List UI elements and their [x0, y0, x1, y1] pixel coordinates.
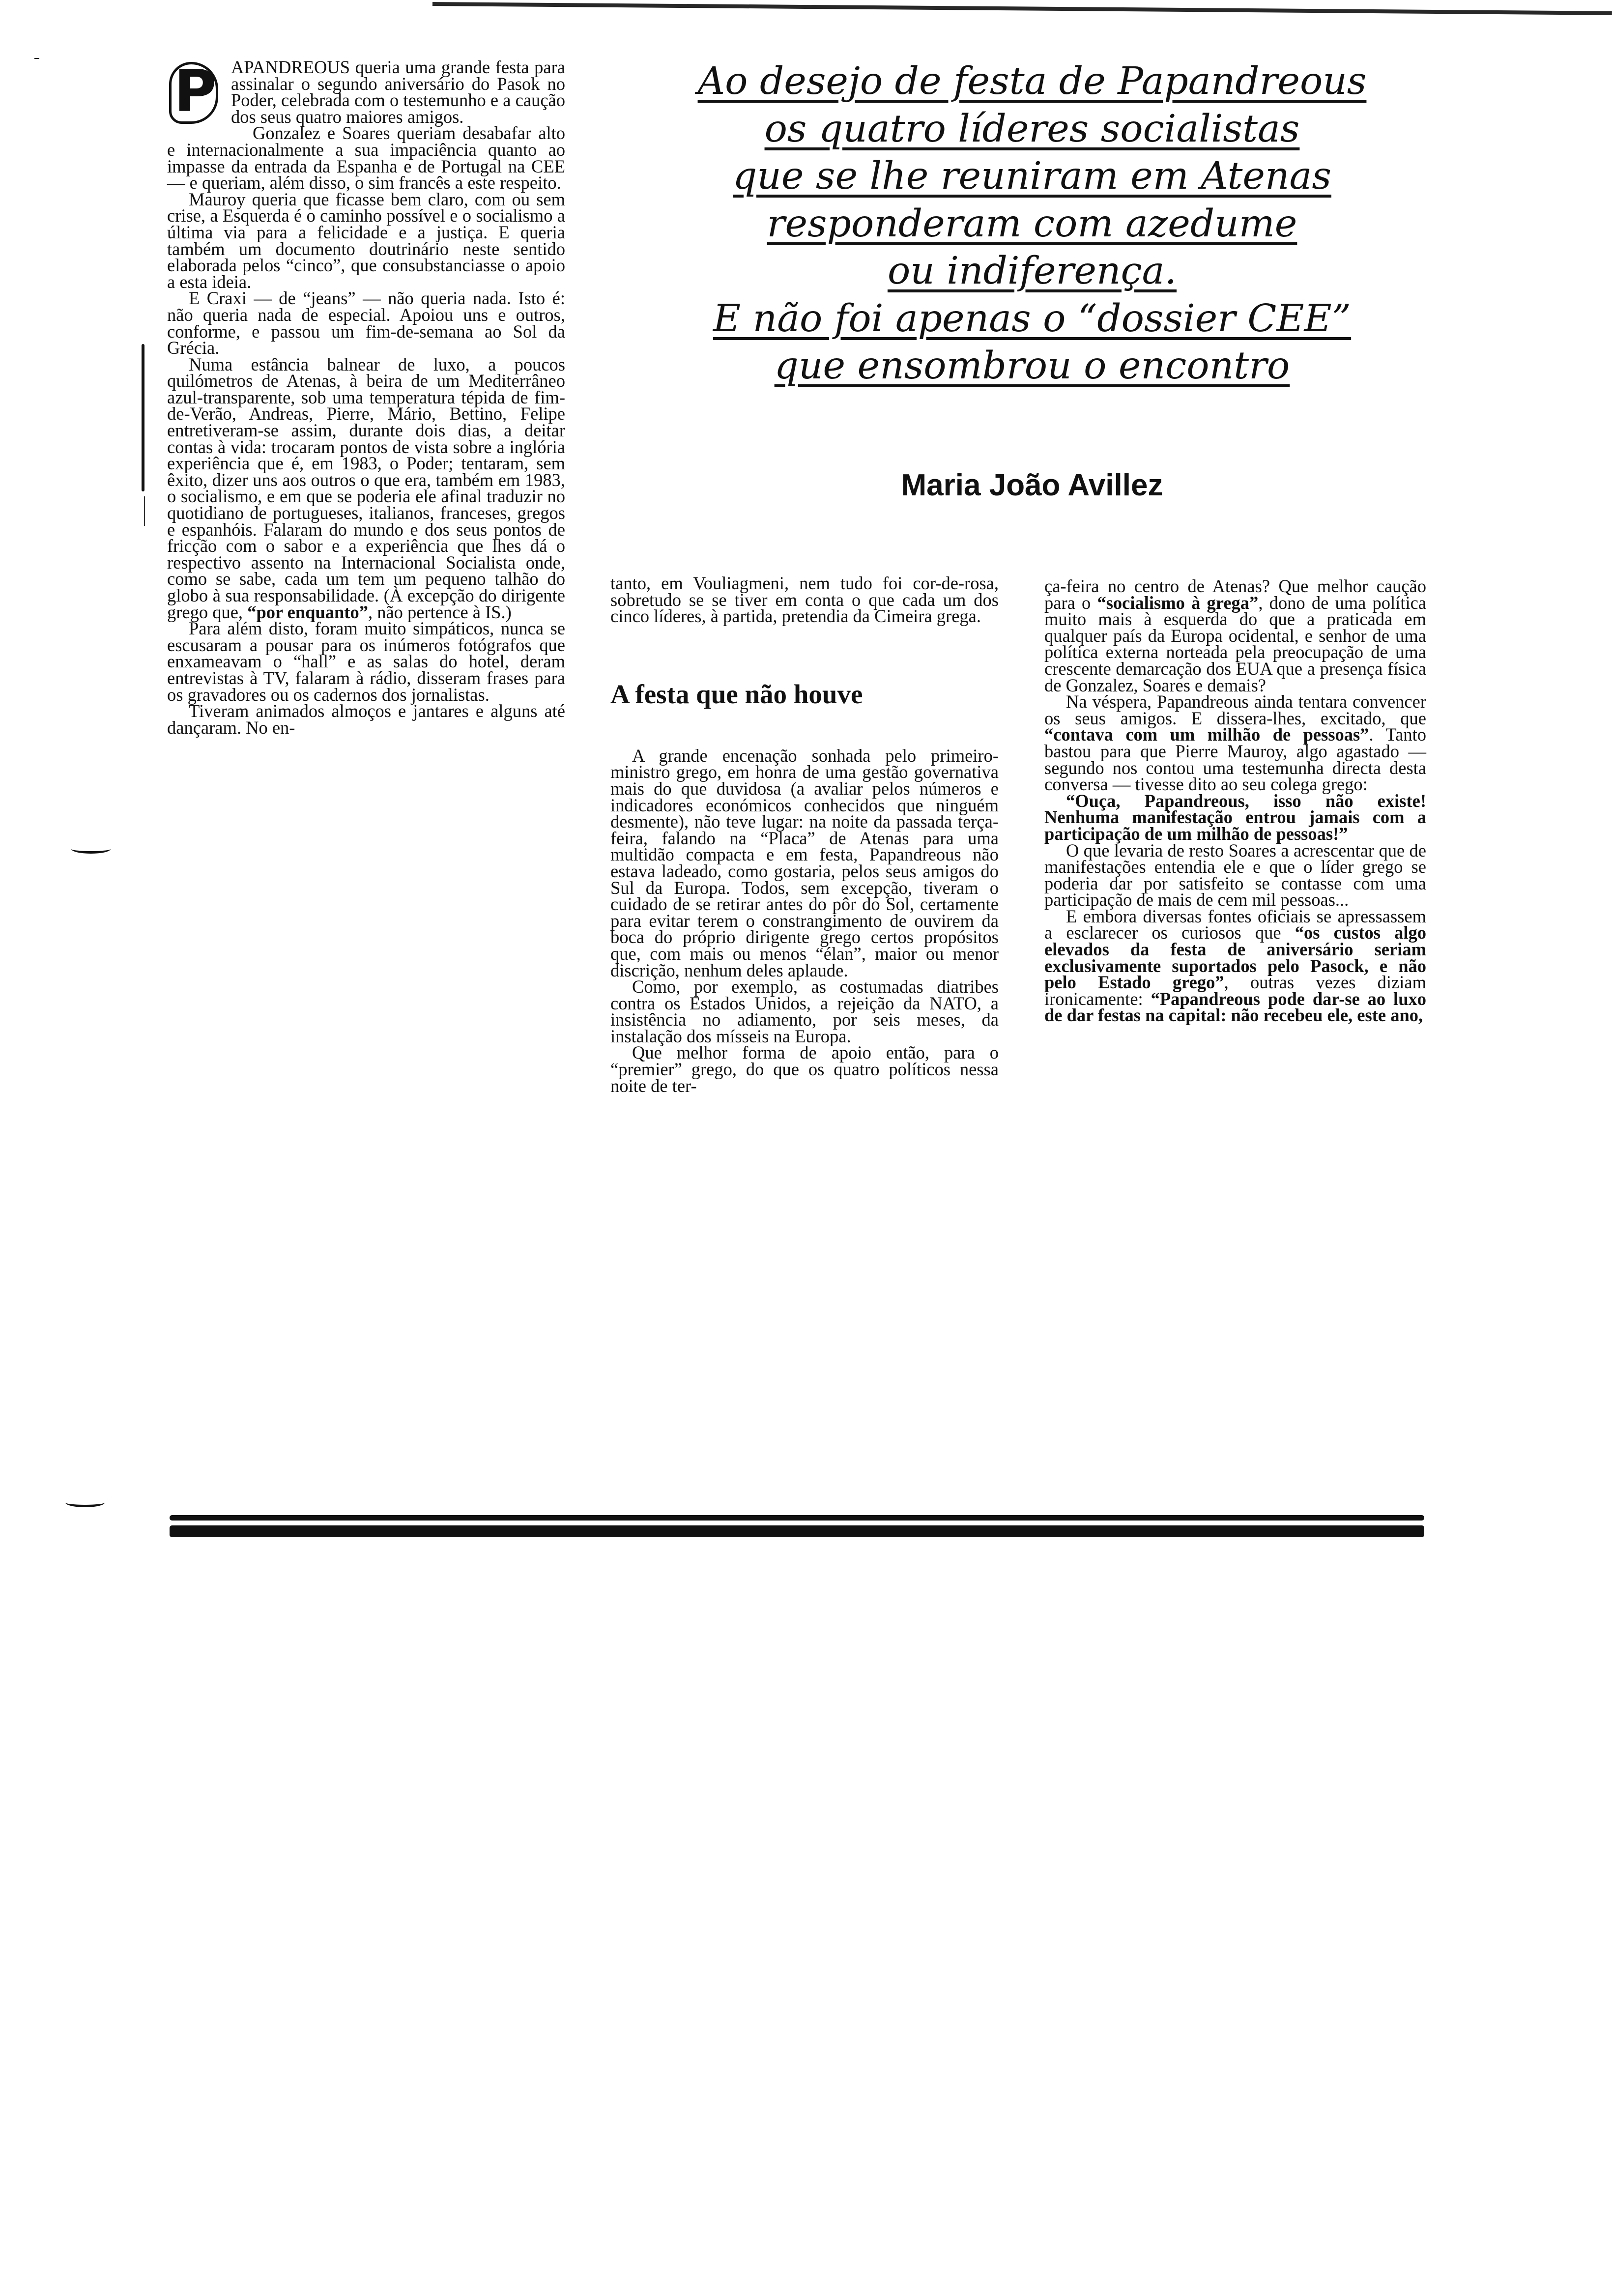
- scan-edge-line: [432, 2, 1612, 15]
- headline-line-6: E não foi apenas o “dossier CEE”: [713, 296, 1352, 341]
- paragraph: Que melhor forma de apoio então, para o “premier” grego, do que os quatro políticos nessa noite de ter-: [610, 1042, 999, 1096]
- headline-line-5: ou indiferença.: [887, 249, 1177, 293]
- paragraph: E Craxi — de “jeans” — não queria nada. Isto é: não queria nada de especial. Apoiou uns e outros, conforme, e passou um fim-de-semana ao Sol da Grécia.: [167, 288, 565, 358]
- emphasis: “Papandreous pode dar-se ao luxo de dar festas na capital: não recebeu ele, este ano,: [1044, 988, 1426, 1026]
- headline-line-1: Ao desejo de festa de Papandreous: [697, 59, 1367, 103]
- binder-hole-mark-top: [71, 844, 111, 854]
- headline-line-4: responderam com azedume: [767, 201, 1297, 246]
- paragraph-lead: P APANDREOUS queria uma grande festa para assinalar o segundo aniversário do Pasok no Poder, celebrada com o testemunho e a caução dos seus quatro maiores amigos.: [167, 59, 565, 125]
- paragraph: Gonzalez e Soares queriam desabafar alto e internacionalmente a sua impaciência quanto ao impasse da entrada da Espanha e de Portugal na CEE — e queriam, além disso, o sim francês a este respeito.: [167, 123, 565, 193]
- paragraph: tanto, em Vouliagmeni, nem tudo foi cor-de-rosa, sobretudo se se tiver em conta o que cada um dos cinco líderes, à partida, pretendia da Cimeira grega.: [610, 573, 999, 627]
- column-right: [1044, 578, 1426, 1024]
- paragraph: O que levaria de resto Soares a acrescentar que de manifestações entendia ele e que o líder grego se poderia dar por satisfeito se contasse com uma participação de mais de cem mil pessoas...: [1044, 840, 1426, 910]
- margin-rule: [142, 344, 144, 491]
- emphasis: “os custos algo elevados da festa de aniversário seriam exclusivamente suportados pelo Pasock, e não pelo Estado grego”: [1044, 922, 1426, 993]
- paragraph: Como, por exemplo, as costumadas diatribes contra os Estados Unidos, a rejeição da NATO, a insistência no adiamento, por seis meses, da instalação dos mísseis na Europa.: [610, 976, 999, 1046]
- emphasis: “socialismo à grega”: [1097, 592, 1259, 613]
- bottom-rule-thin: [170, 1515, 1424, 1521]
- column-middle: [610, 575, 999, 1094]
- binder-hole-mark-bottom: [65, 1498, 105, 1507]
- paragraph: Tiveram animados almoços e jantares e alguns até dançaram. No en-: [167, 701, 565, 738]
- bottom-rule-thick: [170, 1525, 1424, 1537]
- column-left: [167, 59, 565, 736]
- headline-line-7: que ensombrou o encontro: [774, 344, 1290, 388]
- section-subhead: A festa que não houve: [610, 679, 863, 709]
- drop-cap: [167, 57, 225, 131]
- article-headline: [634, 58, 1430, 390]
- paragraph: A grande encenação sonhada pelo primeiro-ministro grego, em honra de uma gestão governativa mais do que duvidosa (a avaliar pelos números e indicadores económicos conhecidos que ninguém desmente), não teve lugar: na noite da passada terça-feira, falando na “Placa” de Atenas para uma multidão compacta e em festa, Papandreous não estava ladeado, como gostaria, pelos seus amigos do Sul da Europa. Todos, sem excepção, tiveram o cuidado de se retirar antes do pôr do Sol, certamente para evitar terem o constrangimento de ouvirem da boca do próprio dirigente grego certos propósitos que, com mais ou menos “élan”, maior ou menor discrição, nenhum deles aplaude.: [610, 745, 999, 980]
- paragraph: Na véspera, Papandreous ainda tentara convencer os seus amigos. E dissera-lhes, excitado, que “contava com um milhão de pessoas”. Tanto bastou para que Pierre Mauroy, algo agastado — segundo nos contou uma testemunha directa desta conversa — tivesse dito ao seu colega grego:: [1044, 691, 1426, 795]
- emphasis-quote: “Ouça, Papandreous, isso não existe! Nenhuma manifestação entrou jamais com a participação de um milhão de pessoas!”: [1044, 790, 1426, 844]
- author-byline: Maria João Avillez: [901, 468, 1163, 502]
- paragraph: Para além disto, foram muito simpáticos, nunca se escusaram a pousar para os inúmeros fotógrafos que enxameavam o “hall” e as salas do hotel, deram entrevistas à TV, falaram à rádio, disseram frases para os gravadores ou os cadernos dos jornalistas.: [167, 618, 565, 705]
- paragraph: Numa estância balnear de luxo, a poucos quilómetros de Atenas, à beira de um Mediterrâneo azul-transparente, sob uma temperatura tépida de fim-de-Verão, Andreas, Pierre, Mário, Bettino, Felipe entretiveram-se assim, durante dois dias, a deitar contas à vida: trocaram pontos de vista sobre a inglória experiência que é, em 1983, o Poder; tentaram, sem êxito, dizer uns aos outros o que era, também em 1983, o socialismo, e em que se poderia ele afinal traduzir no quotidiano de portugueses, italianos, franceses, gregos e espanhóis. Falaram do mundo e dos seus pontos de fricção com o sabor e a experiência que lhes dá o respectivo assento na Internacional Socialista onde, como se sabe, cada um tem um pequeno talhão do globo à sua responsabilidade. (À excepção do dirigente grego que, “por enquanto”, não pertence à IS.): [167, 354, 565, 622]
- emphasis: “contava com um milhão de pessoas”: [1044, 724, 1369, 745]
- paragraph: ça-feira no centro de Atenas? Que melhor caução para o “socialismo à grega”, dono de uma política muito mais à esquerda do que a praticada em qualquer país da Europa ocidental, e senhor de uma política externa norteada pela preocupação de uma crescente demarcação dos EUA que a presença física de Gonzalez, Soares e demais?: [1044, 576, 1426, 695]
- paragraph: E embora diversas fontes oficiais se apressassem a esclarecer os curiosos que “os custos algo elevados da festa de aniversário seriam exclusivamente suportados pelo Pasock, e não pelo Estado grego”, outras vezes diziam ironicamente: “Papandreous pode dar-se ao luxo de dar festas na capital: não recebeu ele, este ano,: [1044, 906, 1426, 1026]
- headline-line-3: que se lhe reuniram em Atenas: [733, 154, 1331, 198]
- quote-paragraph: [1044, 790, 1426, 844]
- paragraph: Mauroy queria que ficasse bem claro, com ou sem crise, a Esquerda é o caminho possível e o socialismo a última via para a felicidade e a justiça. E queria também um documento doutrinário neste sentido elaborada pelos “cinco”, que consubstanciasse o apoio a esta ideia.: [167, 189, 565, 292]
- headline-line-2: os quatro líderes socialistas: [764, 107, 1300, 151]
- drop-cap-letter: P: [174, 57, 217, 125]
- scan-mark: [34, 58, 39, 59]
- margin-rule-dashed: [144, 496, 145, 526]
- emphasis: “por enquanto”: [247, 602, 368, 622]
